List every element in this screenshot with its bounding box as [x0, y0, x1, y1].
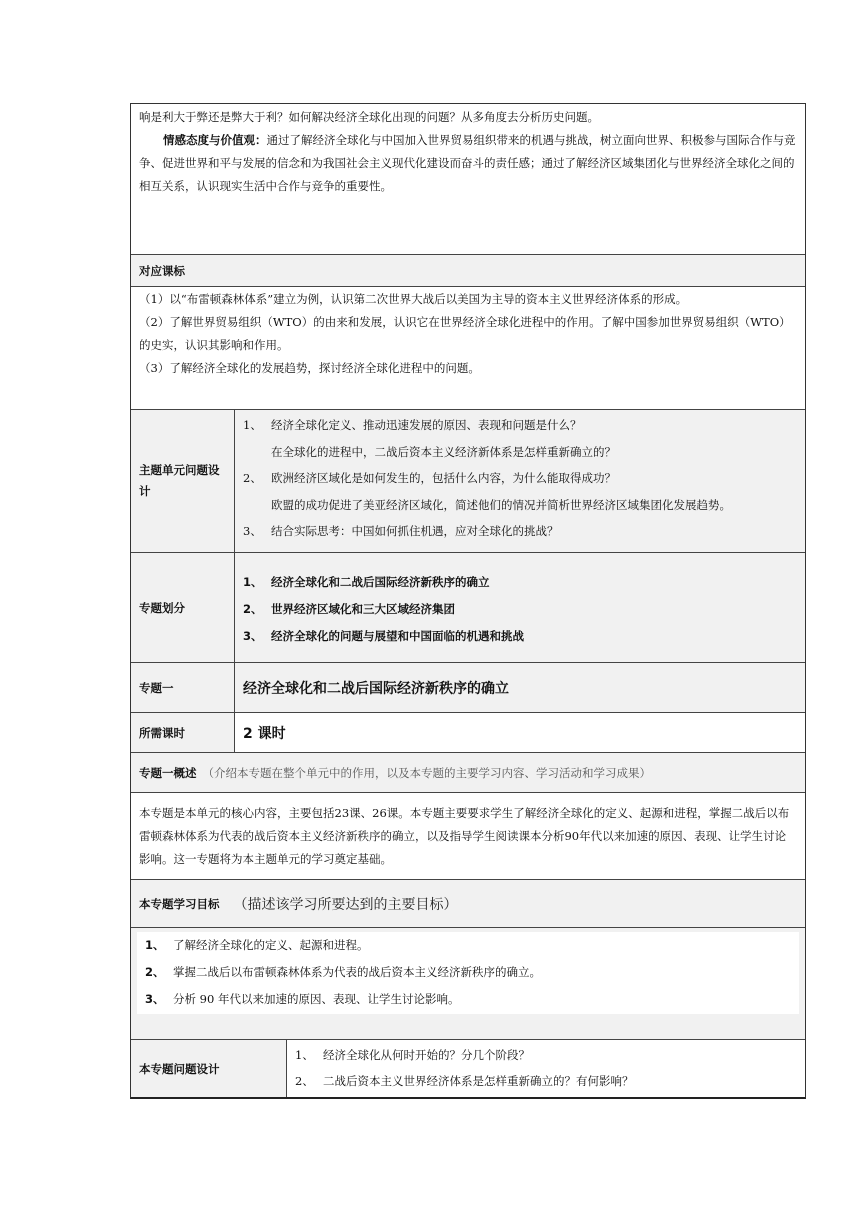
intro-line: 响是利大于弊还是弊大于利？如何解决经济全球化出现的问题？从多角度去分析历史问题。: [139, 110, 599, 124]
item-number: 1、: [145, 938, 165, 952]
overview-label: 专题一概述: [139, 765, 197, 780]
topics-list: [235, 553, 805, 662]
curriculum-item: （1）以“布雷顿森林体系”建立为例，认识第二次世界大战后以美国为主导的资本主义世界经济体系的形成。: [139, 292, 688, 306]
item-number: 2、: [295, 1074, 314, 1088]
item-text: 经济全球化定义、推动迅速发展的原因、表现和问题是什么？: [271, 418, 582, 432]
topic-questions-label: [131, 1040, 287, 1097]
curriculum-section: [131, 287, 805, 410]
list-item: [243, 596, 797, 623]
item-text: 掌握二战后以布雷顿森林体系为代表的战后资本主义经济新秩序的确立。: [173, 965, 541, 979]
item-number: 2、: [145, 965, 165, 979]
curriculum-item: （3）了解经济全球化的发展趋势，探讨经济全球化进程中的问题。: [139, 361, 480, 375]
item-text: 经济全球化从何时开始的？分几个阶段？: [323, 1048, 530, 1062]
curriculum-header: [131, 255, 805, 287]
item-number: 3、: [243, 524, 262, 538]
topics-label-text: 专题划分: [139, 600, 185, 615]
unit-questions-label: [131, 410, 235, 552]
item-text: 经济全球化的问题与展望和中国面临的机遇和挑战: [271, 629, 524, 643]
goals-list: [137, 932, 799, 1014]
lesson-plan-table: [130, 103, 806, 1099]
unit-questions-list: [235, 410, 805, 552]
topic1-label-text: 专题一: [139, 680, 174, 695]
topics-label: [131, 553, 235, 662]
curriculum-header-label: 对应课标: [139, 263, 185, 278]
list-item: [243, 569, 797, 596]
topic-questions-row: [131, 1040, 805, 1097]
goals-header: [131, 880, 805, 928]
attitude-text: 通过了解经济全球化与中国加入世界贸易组织带来的机遇与挑战，树立面向世界、积极参与国际合作与竞争、促进世界和平与发展的信念和为我国社会主义现代化建设而奋斗的责任感；通过了解经济区域集团化与世界经济全球化之间的相互关系，认识现实生活中合作与竞争的重要性。: [139, 133, 796, 193]
topic1-value: [235, 663, 805, 712]
list-item: [243, 465, 797, 492]
list-item: [243, 492, 797, 519]
item-text: 结合实际思考：中国如何抓住机遇，应对全球化的挑战？: [271, 524, 559, 538]
hours-row: [131, 713, 805, 753]
list-item: [295, 1042, 797, 1068]
overview-text: 本专题是本单元的核心内容，主要包括23课、26课。本专题主要要求学生了解经济全球化的定义、起源和进程，掌握二战后以布雷顿森林体系为代表的战后资本主义经济新秩序的确立，以及指导学生阅读课本分析90年代以来加速的原因、表现、让学生讨论影响。这一专题将为本主题单元的学习奠定基础。: [139, 806, 790, 866]
overview-section: [131, 793, 805, 880]
item-number: 3、: [145, 992, 165, 1006]
curriculum-item: （2）了解世界贸易组织（WTO）的由来和发展，认识它在世界经济全球化进程中的作用。了解中国参加世界贸易组织（WTO）的史实，认识其影响和作用。: [139, 315, 791, 352]
item-number: [243, 439, 271, 466]
item-text: 欧盟的成功促进了美亚经济区域化，简述他们的情况并简析世界经济区域集团化发展趋势。: [271, 497, 731, 512]
topic-questions-label-text: 本专题问题设计: [139, 1061, 220, 1076]
hours-value: [235, 713, 805, 752]
item-number: 2、: [243, 602, 263, 616]
topic1-value-text: 经济全球化和二战后国际经济新秩序的确立: [243, 680, 509, 697]
list-item: [145, 959, 791, 986]
topic-questions-list: [287, 1040, 805, 1097]
unit-questions-label-text: 主题单元问题设计: [139, 463, 220, 498]
item-number: 1、: [295, 1048, 314, 1062]
item-text: 了解经济全球化的定义、起源和进程。: [173, 938, 369, 952]
list-item: [243, 623, 797, 650]
list-item: [243, 412, 797, 439]
item-number: 3、: [243, 629, 263, 643]
item-text: 欧洲经济区域化是如何发生的，包括什么内容，为什么能取得成功？: [271, 471, 616, 485]
goals-section: [131, 928, 805, 1040]
item-number: 1、: [243, 418, 262, 432]
hours-label-text: 所需课时: [139, 725, 185, 740]
list-item: [145, 986, 791, 1013]
item-text: 分析 90 年代以来加速的原因、表现、让学生讨论影响。: [173, 992, 460, 1006]
list-item: [295, 1068, 797, 1094]
topic1-row: [131, 663, 805, 713]
item-number: [243, 492, 271, 519]
hours-label: [131, 713, 235, 752]
goals-note: （描述该学习所要达到的主要目标）: [233, 896, 458, 913]
unit-questions-row: [131, 410, 805, 553]
attitude-label: 情感态度与价值观：: [163, 133, 267, 147]
attitude-paragraph: [139, 129, 797, 198]
item-number: 1、: [243, 575, 263, 589]
goals-label: 本专题学习目标: [139, 896, 220, 911]
list-item: [243, 518, 797, 545]
overview-header: [131, 753, 805, 793]
item-text: 二战后资本主义世界经济体系是怎样重新确立的？有何影响？: [323, 1074, 634, 1088]
item-text: 经济全球化和二战后国际经济新秩序的确立: [271, 575, 490, 589]
list-item: [145, 932, 791, 959]
overview-note: （介绍本专题在整个单元中的作用，以及本专题的主要学习内容、学习活动和学习成果）: [202, 765, 651, 780]
hours-value-text: 2 课时: [243, 725, 286, 742]
intro-section: [131, 104, 805, 255]
topics-row: [131, 553, 805, 663]
item-text: 在全球化的进程中，二战后资本主义经济新体系是怎样重新确立的？: [271, 444, 616, 459]
item-number: 2、: [243, 471, 262, 485]
topic1-label: [131, 663, 235, 712]
item-text: 世界经济区域化和三大区域经济集团: [271, 602, 455, 616]
list-item: [243, 439, 797, 466]
